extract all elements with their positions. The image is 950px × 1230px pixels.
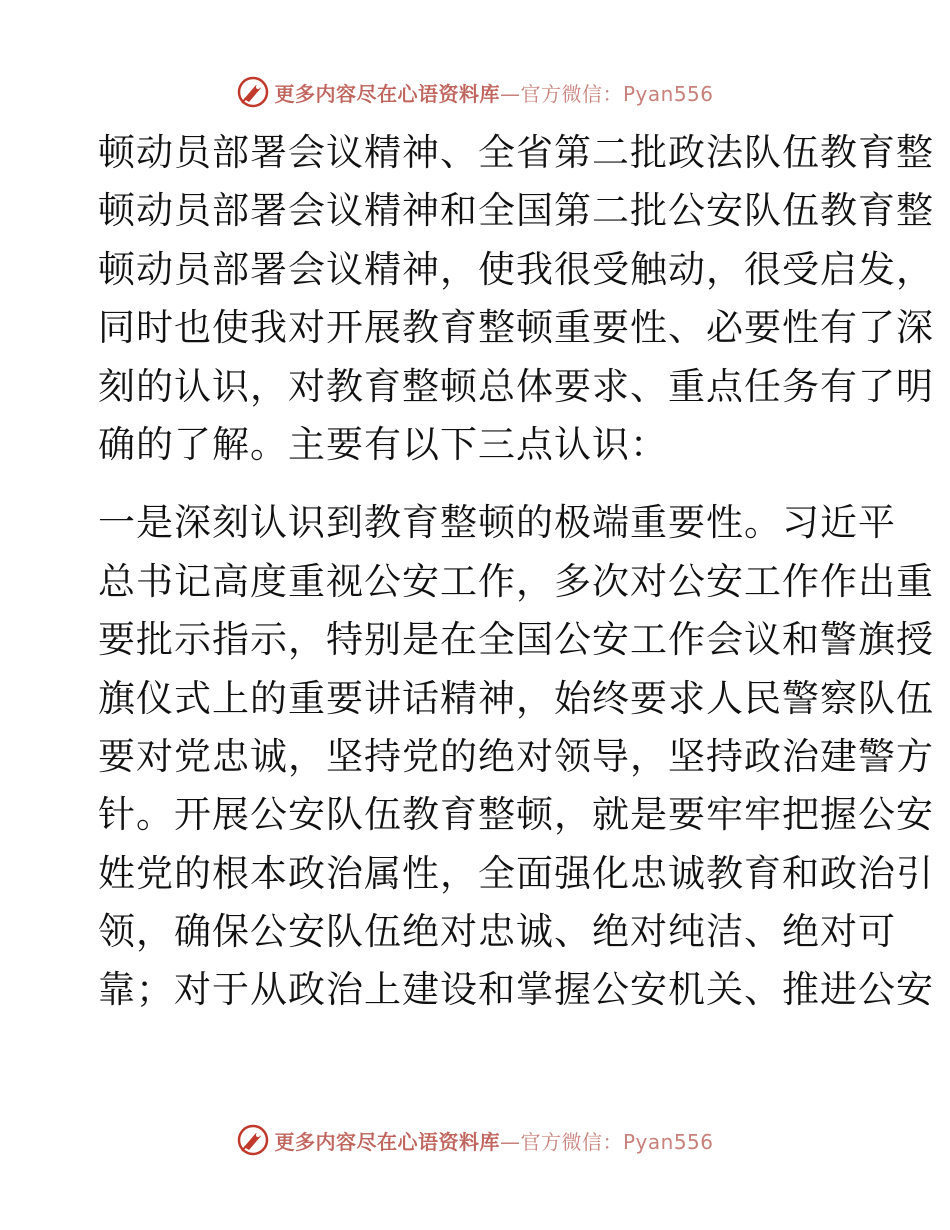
header-banner [0,72,950,112]
paragraph-1 [98,124,934,474]
text-line: 确的了解。主要有以下三点认识： [98,422,668,466]
banner-text [274,78,713,107]
text-line: 一是深刻认识到教育整顿的极端重要性。习近平 [98,501,896,545]
text-line: 靠；对于从政治上建设和掌握公安机关、推进公安 [98,968,934,1012]
banner-site-name: 更多内容尽在心语资料库 [274,1129,500,1154]
text-line: 顿动员部署会议精神，使我很受触动，很受启发， [98,247,934,291]
document-body [98,124,934,1020]
footer-banner [0,1120,950,1160]
pen-nib-logo-icon [236,1123,270,1157]
text-line: 顿动员部署会议精神和全国第二批公安队伍教育整 [98,189,934,233]
pen-nib-logo-icon [236,75,270,109]
text-line: 顿动员部署会议精神、全省第二批政法队伍教育整 [98,131,934,174]
text-line: 刻的认识，对教育整顿总体要求、重点任务有了明 [98,364,934,408]
banner-wechat-label: —官方微信： [499,1129,623,1154]
paragraph-gap [98,474,858,494]
banner-wechat-id: Pyan556 [622,81,714,106]
banner-wechat-label: —官方微信： [499,81,623,106]
banner-wechat-id: Pyan556 [622,1129,714,1154]
text-line: 姓党的根本政治属性，全面强化忠诚教育和政治引 [98,851,934,895]
text-line: 同时也使我对开展教育整顿重要性、必要性有了深 [98,306,934,350]
text-line: 旗仪式上的重要讲话精神，始终要求人民警察队伍 [98,676,934,720]
text-line: 要批示指示，特别是在全国公安工作会议和警旗授 [98,618,934,662]
text-line: 针。开展公安队伍教育整顿，就是要牢牢把握公安 [98,793,934,837]
text-line: 要对党忠诚，坚持党的绝对领导，坚持政治建警方 [98,734,934,778]
paragraph-2 [98,494,934,1020]
text-line: 总书记高度重视公安工作，多次对公安工作作出重 [98,559,934,603]
banner-text [274,1126,713,1155]
banner-site-name: 更多内容尽在心语资料库 [274,81,500,106]
text-line: 领，确保公安队伍绝对忠诚、绝对纯洁、绝对可 [98,910,896,954]
